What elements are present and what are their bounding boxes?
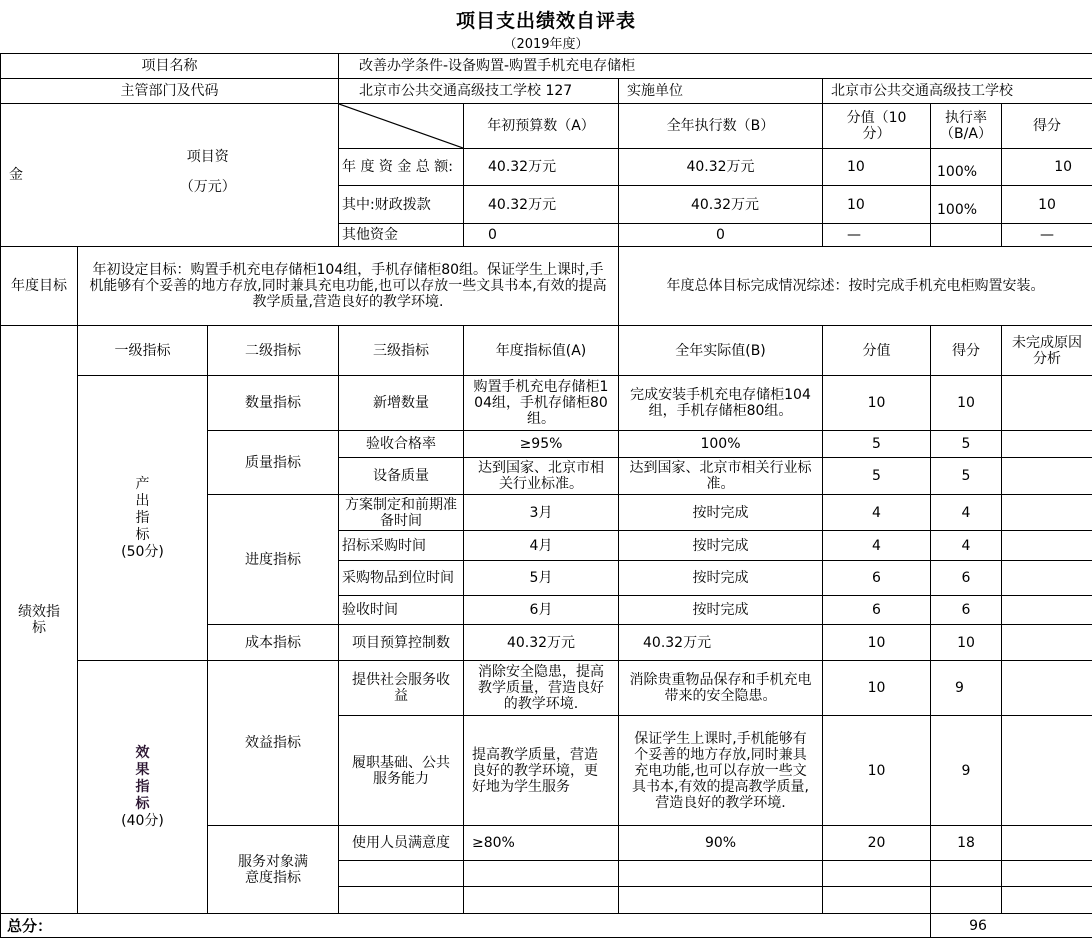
score: 18 bbox=[931, 826, 1002, 861]
col-score: 得分 bbox=[1002, 104, 1092, 149]
target: ≥80% bbox=[464, 826, 619, 861]
col-budget: 年初预算数（A） bbox=[464, 104, 619, 149]
target: 购置手机充电存储柜104组，手机存储柜80组。 bbox=[464, 376, 619, 431]
funds-row-score-value: 10 bbox=[823, 149, 931, 186]
score bbox=[931, 861, 1002, 887]
funds-row-label: 其他资金 bbox=[339, 224, 464, 247]
funds-header-row bbox=[1, 104, 1092, 149]
evaluation-table bbox=[0, 53, 1092, 938]
funds-row-score: 10 bbox=[1002, 186, 1092, 224]
funds-row-budget: 0 bbox=[464, 224, 619, 247]
level3: 招标采购时间 bbox=[339, 531, 464, 561]
effect-group-label bbox=[78, 661, 208, 914]
col-level1: 一级指标 bbox=[78, 326, 208, 376]
target: ≥95% bbox=[464, 431, 619, 458]
output-group-points: (50分) bbox=[121, 544, 164, 560]
project-name-value: 改善办学条件-设备购置-购置手机充电存储柜 bbox=[339, 54, 1092, 79]
actual bbox=[619, 887, 823, 914]
funds-group-label-line2: （万元） bbox=[179, 179, 236, 195]
actual: 按时完成 bbox=[619, 596, 823, 625]
value: 4 bbox=[823, 531, 931, 561]
level2-benefit: 效益指标 bbox=[208, 661, 339, 826]
indicators-header-row bbox=[1, 326, 1092, 376]
level3: 方案制定和前期准备时间 bbox=[339, 495, 464, 531]
actual: 按时完成 bbox=[619, 531, 823, 561]
reason bbox=[1002, 458, 1092, 495]
level2-cost: 成本指标 bbox=[208, 625, 339, 661]
level3 bbox=[339, 861, 464, 887]
funds-row-score-value: 10 bbox=[823, 186, 931, 224]
score: 5 bbox=[931, 458, 1002, 495]
target: 6月 bbox=[464, 596, 619, 625]
funds-group-label bbox=[78, 104, 339, 247]
actual: 100% bbox=[619, 431, 823, 458]
effect-group-points: (40分) bbox=[121, 813, 164, 829]
project-name-row bbox=[1, 54, 1092, 79]
reason bbox=[1002, 826, 1092, 861]
level3: 使用人员满意度 bbox=[339, 826, 464, 861]
target: 达到国家、北京市相关行业标准。 bbox=[464, 458, 619, 495]
score: 10 bbox=[931, 625, 1002, 661]
col-reason: 未完成原因分析 bbox=[1002, 326, 1092, 376]
col-level3: 三级指标 bbox=[339, 326, 464, 376]
annual-goal-row bbox=[1, 247, 1092, 326]
indicator-row bbox=[1, 661, 1092, 716]
funds-row-score-value: — bbox=[823, 224, 931, 247]
level3: 设备质量 bbox=[339, 458, 464, 495]
funds-row-budget: 40.32万元 bbox=[464, 186, 619, 224]
score: 9 bbox=[931, 716, 1002, 826]
score: 6 bbox=[931, 596, 1002, 625]
funds-row-executed: 40.32万元 bbox=[619, 186, 823, 224]
reason bbox=[1002, 625, 1092, 661]
reason bbox=[1002, 561, 1092, 596]
funds-row-score: — bbox=[1002, 224, 1092, 247]
funds-row-budget: 40.32万元 bbox=[464, 149, 619, 186]
value: 5 bbox=[823, 458, 931, 495]
reason bbox=[1002, 661, 1092, 716]
score: 4 bbox=[931, 495, 1002, 531]
col-score: 得分 bbox=[931, 326, 1002, 376]
actual: 按时完成 bbox=[619, 495, 823, 531]
actual: 达到国家、北京市相关行业标准。 bbox=[619, 458, 823, 495]
indicator-row bbox=[1, 376, 1092, 431]
score: 4 bbox=[931, 531, 1002, 561]
value bbox=[823, 861, 931, 887]
reason bbox=[1002, 495, 1092, 531]
actual bbox=[619, 861, 823, 887]
value: 6 bbox=[823, 561, 931, 596]
indicators-side-label: 绩效指标 bbox=[1, 326, 78, 914]
annual-goal-initial: 年初设定目标：购置手机充电存储柜104组，手机存储柜80组。保证学生上课时,手机能够有个妥善的地方存放,同时兼具充电功能,也可以存放一些文具书本,有效的提高教学质量,营造良好的教学环境. bbox=[78, 247, 619, 326]
dept-value: 北京市公共交通高级技工学校 127 bbox=[339, 79, 619, 104]
funds-group-label-line1: 项目资 bbox=[186, 149, 229, 165]
actual: 按时完成 bbox=[619, 561, 823, 596]
score: 10 bbox=[931, 376, 1002, 431]
impl-value: 北京市公共交通高级技工学校 bbox=[823, 79, 1092, 104]
level3 bbox=[339, 887, 464, 914]
value: 4 bbox=[823, 495, 931, 531]
reason bbox=[1002, 887, 1092, 914]
score: 6 bbox=[931, 561, 1002, 596]
page-subtitle: （2019年度） bbox=[503, 37, 589, 52]
col-value: 分值 bbox=[823, 326, 931, 376]
department-row bbox=[1, 79, 1092, 104]
col-score-value: 分值（10分） bbox=[823, 104, 931, 149]
page-title: 项目支出绩效自评表 bbox=[455, 10, 636, 32]
value: 5 bbox=[823, 431, 931, 458]
actual: 保证学生上课时,手机能够有个妥善的地方存放,同时兼具充电功能,也可以存放一些文具书本,有效的提高教学质量,营造良好的教学环境. bbox=[619, 716, 823, 826]
total-label: 总分： bbox=[1, 914, 931, 938]
target: 40.32万元 bbox=[464, 625, 619, 661]
value: 10 bbox=[823, 661, 931, 716]
target bbox=[464, 861, 619, 887]
value: 10 bbox=[823, 376, 931, 431]
diagonal-header-cell bbox=[339, 104, 464, 149]
col-target: 年度指标值(A) bbox=[464, 326, 619, 376]
col-executed: 全年执行数（B） bbox=[619, 104, 823, 149]
actual: 90% bbox=[619, 826, 823, 861]
level3: 验收合格率 bbox=[339, 431, 464, 458]
level2-quality: 质量指标 bbox=[208, 431, 339, 495]
actual: 消除贵重物品保存和手机充电带来的安全隐患。 bbox=[619, 661, 823, 716]
funds-row-rate: 100% bbox=[931, 149, 1002, 186]
funds-row-score: 10 bbox=[1002, 149, 1092, 186]
col-rate: 执行率（B/A） bbox=[931, 104, 1002, 149]
score: 5 bbox=[931, 431, 1002, 458]
target: 4月 bbox=[464, 531, 619, 561]
level2-progress: 进度指标 bbox=[208, 495, 339, 625]
level3: 验收时间 bbox=[339, 596, 464, 625]
funds-row-executed: 0 bbox=[619, 224, 823, 247]
level3: 项目预算控制数 bbox=[339, 625, 464, 661]
funds-row-label: 年 度 资 金 总 额: bbox=[339, 149, 464, 186]
level3: 采购物品到位时间 bbox=[339, 561, 464, 596]
target: 提高教学质量，营造良好的教学环境，更好地为学生服务 bbox=[464, 716, 619, 826]
level3: 新增数量 bbox=[339, 376, 464, 431]
reason bbox=[1002, 531, 1092, 561]
score: 9 bbox=[931, 661, 1002, 716]
value: 20 bbox=[823, 826, 931, 861]
funds-row-executed: 40.32万元 bbox=[619, 149, 823, 186]
annual-goal-label: 年度目标 bbox=[1, 247, 78, 326]
target bbox=[464, 887, 619, 914]
funds-side-label: 金 bbox=[1, 104, 78, 247]
reason bbox=[1002, 376, 1092, 431]
value bbox=[823, 887, 931, 914]
score bbox=[931, 887, 1002, 914]
level3: 履职基础、公共服务能力 bbox=[339, 716, 464, 826]
value: 6 bbox=[823, 596, 931, 625]
funds-row-rate bbox=[931, 224, 1002, 247]
project-name-label: 项目名称 bbox=[1, 54, 339, 79]
reason bbox=[1002, 596, 1092, 625]
impl-label: 实施单位 bbox=[619, 79, 823, 104]
level3: 提供社会服务收益 bbox=[339, 661, 464, 716]
output-group-label bbox=[78, 376, 208, 661]
actual: 完成安装手机充电存储柜104组，手机存储柜80组。 bbox=[619, 376, 823, 431]
diagonal-line-icon bbox=[339, 104, 463, 148]
reason bbox=[1002, 861, 1092, 887]
target: 5月 bbox=[464, 561, 619, 596]
effect-group-name: 效果指标 bbox=[135, 745, 150, 812]
total-value: 96 bbox=[931, 914, 1092, 938]
actual: 40.32万元 bbox=[619, 625, 823, 661]
annual-goal-summary: 年度总体目标完成情况综述：按时完成手机充电柜购置安装。 bbox=[619, 247, 1092, 326]
value: 10 bbox=[823, 716, 931, 826]
level2-satisfaction: 服务对象满意度指标 bbox=[208, 826, 339, 914]
dept-label: 主管部门及代码 bbox=[1, 79, 339, 104]
reason bbox=[1002, 716, 1092, 826]
total-row bbox=[1, 914, 1092, 938]
reason bbox=[1002, 431, 1092, 458]
col-level2: 二级指标 bbox=[208, 326, 339, 376]
target: 3月 bbox=[464, 495, 619, 531]
value: 10 bbox=[823, 625, 931, 661]
level2-quantity: 数量指标 bbox=[208, 376, 339, 431]
funds-row-rate: 100% bbox=[931, 186, 1002, 224]
funds-row-label: 其中:财政拨款 bbox=[339, 186, 464, 224]
output-group-name: 产出指标 bbox=[135, 476, 150, 543]
target: 消除安全隐患，提高教学质量，营造良好的教学环境. bbox=[464, 661, 619, 716]
col-actual: 全年实际值(B) bbox=[619, 326, 823, 376]
